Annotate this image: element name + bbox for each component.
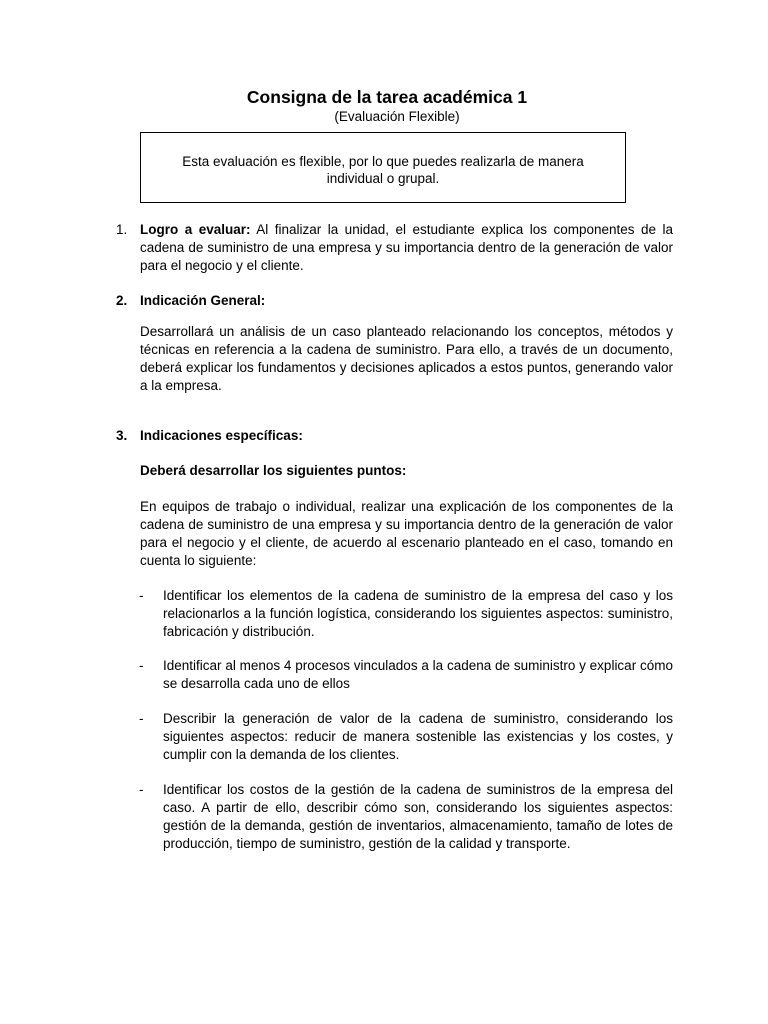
section-3-heading: Indicaciones específicas: [140, 428, 303, 443]
document-subtitle: (Evaluación Flexible) [334, 109, 460, 124]
section-1-label: Logro a evaluar: [140, 222, 251, 237]
section-2-number: 2. [116, 293, 128, 308]
section-1-number: 1. [116, 222, 128, 237]
section-2-paragraph: Desarrollará un análisis de un caso planteado relacionando los conceptos, métodos y técnicas en referencia a la cadena de suministro. Para ello, a través de un documento, deberá explicar los fundamentos y decisiones aplicados a estos puntos, generando valor a la empresa. [140, 324, 673, 393]
section-2-heading: Indicación General: [140, 293, 266, 308]
section-3-intro: En equipos de trabajo o individual, realizar una explicación de los componentes de la cadena de suministro de una empresa y su importancia dentro de la generación de valor para el negocio y el cliente, de acuerdo al escenario planteado en el caso, tomando en cuenta lo siguiente: [140, 499, 673, 568]
bullet-4-text: Identificar los costos de la gestión de la cadena de suministros de la empresa del caso. A partir de ello, describir cómo son, considerando los siguientes aspectos: gestión de la demanda, gestión de inventarios, almacenamiento, tamaño de lotes de producción, tiempo de suministro, gestión de la calidad y transporte. [163, 782, 673, 851]
section-1-text: Al finalizar la unidad, el estudiante explica los componentes de la cadena de suministro de una empresa y su importancia dentro de la generación de valor para el negocio y el cliente. [140, 222, 673, 273]
bullet-2-text: Identificar al menos 4 procesos vinculados a la cadena de suministro y explicar cómo se desarrolla cada uno de ellos [163, 658, 673, 691]
bullet-3-marker: - [139, 711, 144, 726]
section-3-subheading: Deberá desarrollar los siguientes puntos: [140, 463, 407, 478]
bullet-3-text: Describir la generación de valor de la cadena de suministro, considerando los siguientes aspectos: reducir de manera sostenible las existencias y los costes, y cumplir con la demanda de los clientes. [163, 711, 673, 762]
bullet-2-marker: - [139, 658, 144, 673]
document-title: Consigna de la tarea académica 1 [246, 87, 528, 107]
bullet-1-marker: - [139, 588, 144, 603]
bullet-4-marker: - [139, 782, 144, 797]
flexible-evaluation-note: Esta evaluación es flexible, por lo que puedes realizarla de manera individual o grupal. [182, 154, 584, 186]
flexible-evaluation-note-box [140, 132, 626, 203]
bullet-1-text: Identificar los elementos de la cadena de suministro de la empresa del caso y los relacionarlos a la función logística, considerando los siguientes aspectos: suministro, fabricación y distribución. [163, 588, 673, 639]
section-3-number: 3. [116, 428, 128, 443]
section-1-paragraph [140, 221, 673, 275]
